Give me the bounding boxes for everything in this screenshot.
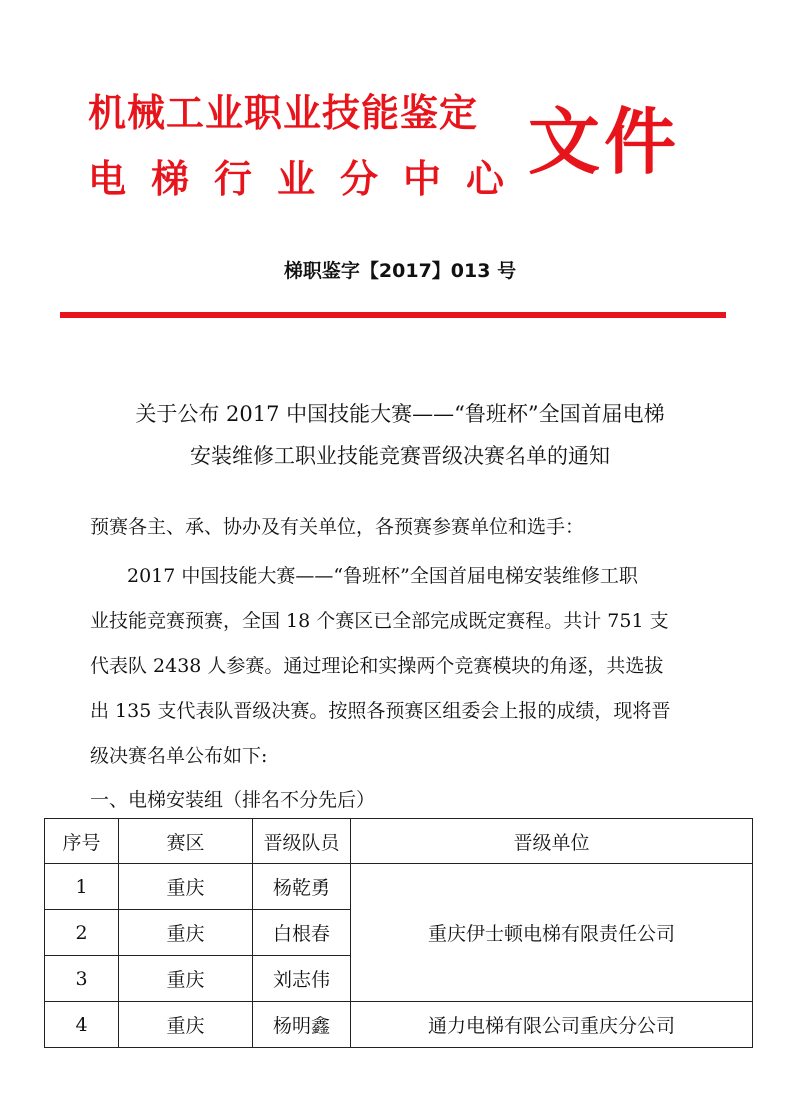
table-row (45, 1002, 753, 1048)
section-heading: 一、电梯安装组（排名不分先后） (90, 789, 376, 811)
header-cell-number: 序号 (45, 819, 119, 864)
body-paragraph-line: 出 135 支代表队晋级决赛。按照各预赛区组委会上报的成绩，现将晋 (90, 700, 671, 722)
cell-region: 重庆 (119, 910, 253, 956)
cell-member: 刘志伟 (253, 956, 351, 1002)
salutation: 预赛各主、承、协办及有关单位，各预赛参赛单位和选手： (90, 516, 585, 538)
body-paragraph-line: 2017 中国技能大赛——“鲁班杯”全国首届电梯安装维修工职 (127, 565, 638, 587)
cell-member: 杨乾勇 (253, 864, 351, 910)
cell-member: 白根春 (253, 910, 351, 956)
table-row (45, 864, 753, 910)
body-paragraph-line: 级决赛名单公布如下: (90, 745, 268, 767)
cell-number: 3 (45, 956, 119, 1002)
issuer-name-line1: 机械工业职业技能鉴定 (88, 91, 479, 135)
cell-member: 杨明鑫 (253, 1002, 351, 1048)
body-paragraph-line: 代表队 2438 人参赛。通过理论和实操两个竞赛模块的角逐，共选拔 (90, 655, 664, 677)
qualifier-table (44, 818, 753, 1048)
table-header-row (45, 819, 753, 864)
body-paragraph-line: 业技能竞赛预赛，全国 18 个赛区已全部完成既定赛程。共计 751 支 (90, 610, 669, 632)
cell-region: 重庆 (119, 864, 253, 910)
document-word-heading: 文件 (528, 100, 681, 184)
cell-region: 重庆 (119, 1002, 253, 1048)
cell-unit: 通力电梯有限公司重庆分公司 (351, 1002, 753, 1048)
cell-number: 4 (45, 1002, 119, 1048)
header-cell-unit: 晋级单位 (351, 819, 753, 864)
notice-title-line1: 关于公布 2017 中国技能大赛——“鲁班杯”全国首届电梯 (135, 402, 665, 426)
document-number: 梯职鉴字【2017】013 号 (283, 260, 517, 282)
header-cell-member: 晋级队员 (253, 819, 351, 864)
cell-region: 重庆 (119, 956, 253, 1002)
cell-number: 1 (45, 864, 119, 910)
notice-title-line2: 安装维修工职业技能竞赛晋级决赛名单的通知 (190, 444, 610, 468)
header-cell-region: 赛区 (119, 819, 253, 864)
red-divider-rule (60, 312, 726, 318)
cell-unit: 重庆伊士顿电梯有限责任公司 (351, 864, 753, 1002)
cell-number: 2 (45, 910, 119, 956)
issuer-name-line2: 电梯行业分中心 (88, 157, 530, 201)
